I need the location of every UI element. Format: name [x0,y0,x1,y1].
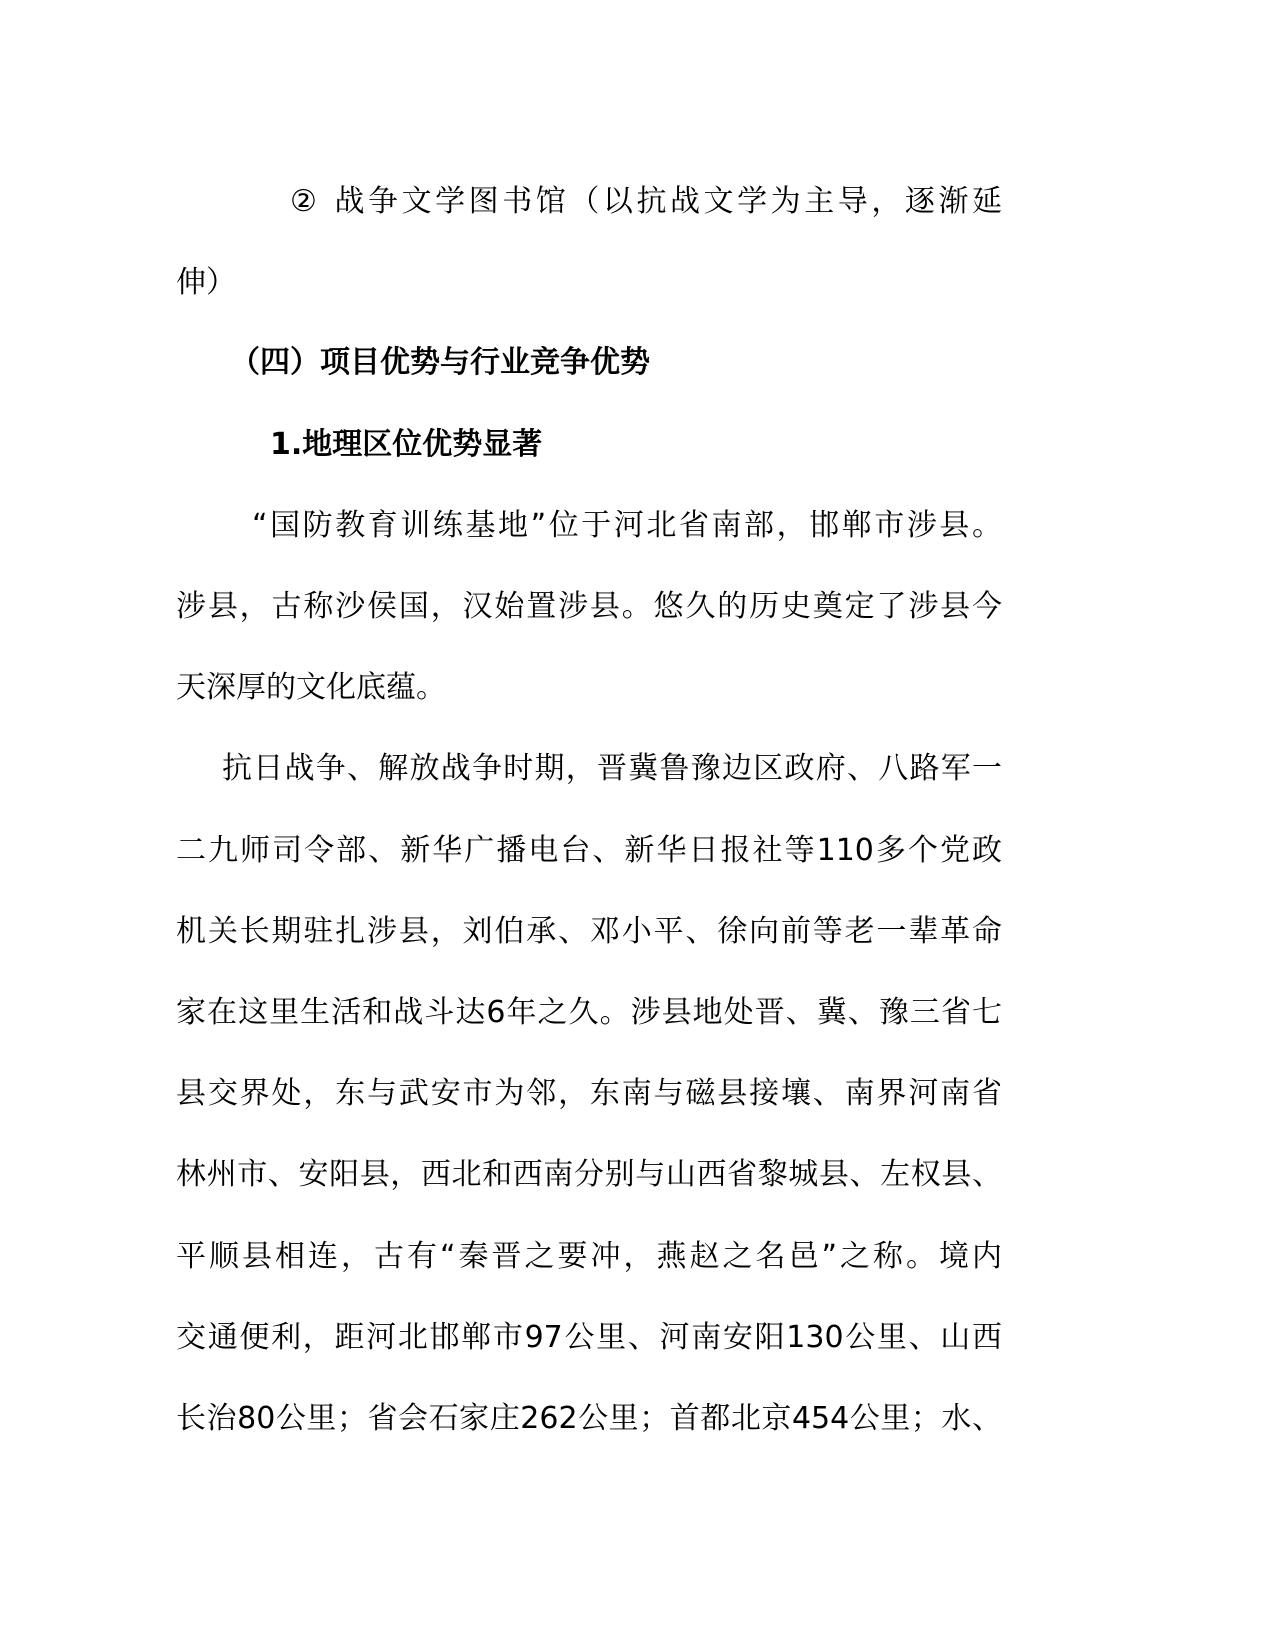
paragraph-1-line-3: 天深厚的文化底蕴。 [176,670,446,705]
paragraph-2-line-9: 长治80公里；省会石家庄262公里；首都北京454公里；水、 [176,1401,1002,1436]
list-item-2-line-2: 伸） [176,265,236,300]
paragraph-2-line-5: 县交界处，东与武安市为邻，东南与磁县接壤、南界河南省 [176,1076,1002,1111]
list-item-2-text: 战争文学图书馆（以抗战文学为主导，逐渐延 [330,184,1002,219]
section-heading: （四）项目优势与行业竞争优势 [230,345,650,380]
paragraph-2-line-4: 家在这里生活和战斗达6年之久。涉县地处晋、冀、豫三省七 [176,995,1002,1030]
paragraph-2-line-3: 机关长期驻扎涉县，刘伯承、邓小平、徐向前等老一辈革命 [176,914,1002,949]
paragraph-2-line-2: 二九师司令部、新华广播电台、新华日报社等110多个党政 [176,833,1002,868]
paragraph-2-line-1: 抗日战争、解放战争时期，晋冀鲁豫边区政府、八路军一 [222,751,1002,786]
circled-number-2: ② [290,184,317,219]
paragraph-1-line-1: “国防教育训练基地”位于河北省南部，邯郸市涉县。 [252,508,1002,543]
paragraph-2-line-8: 交通便利，距河北邯郸市97公里、河南安阳130公里、山西 [176,1320,1002,1355]
paragraph-1-line-2: 涉县，古称沙侯国，汉始置涉县。悠久的历史奠定了涉县今 [176,589,1002,624]
paragraph-2-line-7: 平顺县相连，古有“秦晋之要冲，燕赵之名邑”之称。境内 [176,1239,1002,1274]
subheading: 1.地理区位优势显著 [270,427,543,462]
list-item-2-line-1 [290,182,1002,222]
paragraph-2-line-6: 林州市、安阳县，西北和西南分别与山西省黎城县、左权县、 [176,1157,1002,1192]
